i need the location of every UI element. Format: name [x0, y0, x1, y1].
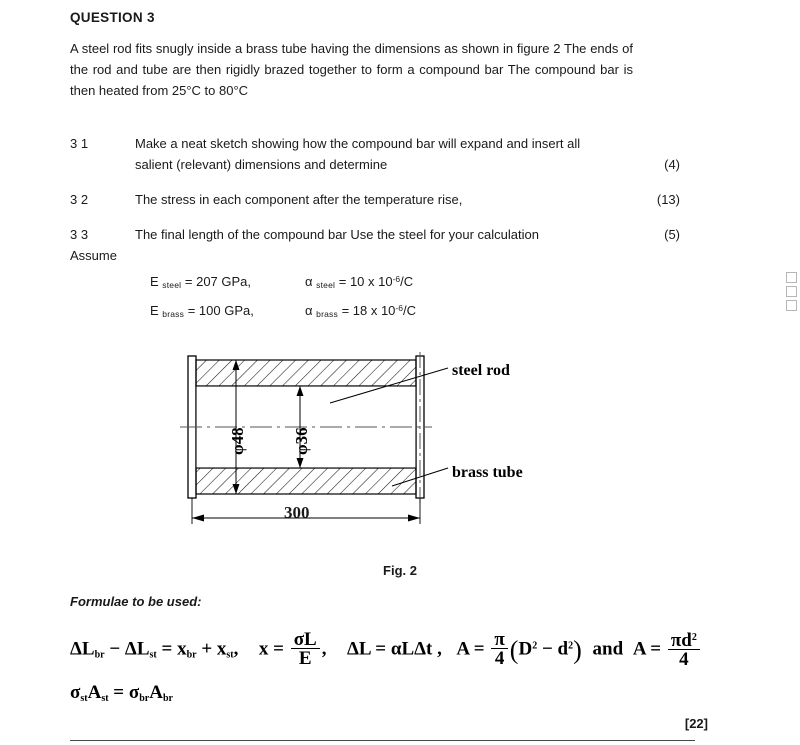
formulae-heading: Formulae to be used:: [70, 594, 202, 609]
item-marks: (13): [656, 192, 680, 207]
fraction-numerator: $\pi d^2$: [670, 630, 697, 651]
brass-tube-wall-bottom: [196, 468, 416, 494]
footer-divider: [70, 740, 695, 741]
question-intro: A steel rod fits snugly inside a brass tube having the dimensions as shown in figure 2 The ends of the rod and tube are then rigidly brazed together to form a compound bar The compound bar is then heated from 25°C to 80°C: [70, 41, 633, 98]
question-parts-list: [70, 133, 680, 259]
dimension-label-length: 300: [284, 503, 310, 522]
arrowhead-length-left: [192, 515, 204, 522]
page-title: QUESTION 3: [70, 10, 155, 25]
assume-label: Assume: [70, 248, 117, 263]
margin-scan-marks: [786, 272, 797, 314]
list-item: [70, 224, 680, 245]
list-item: [70, 133, 680, 175]
figure-caption: Fig. 2: [383, 563, 417, 578]
margin-mark-square: [786, 286, 797, 297]
total-marks-badge: [22]: [684, 716, 708, 731]
margin-mark-square: [786, 272, 797, 283]
dimension-label-outer-diameter: φ48: [228, 427, 247, 455]
brass-tube-wall-top: [196, 360, 416, 386]
item-text: The final length of the compound bar Use the steel for your calculation: [135, 227, 539, 242]
arrowhead-length-right: [408, 515, 420, 522]
fraction-pi-over-four: $\frac{\pi}{4}$: [491, 631, 507, 668]
fraction-pi-d-squared-over-four: $\frac{\pi d^2}{4}$: [668, 629, 700, 669]
alpha-steel: α $_{steel}$ = 10 x $10^{-6}/C$: [305, 274, 414, 290]
item-number: 3 2: [70, 192, 89, 207]
item-number: 3 3: [70, 227, 89, 242]
fraction-sigma-l-over-e: $\frac{\sigma L}{E}$: [291, 631, 320, 668]
youngs-modulus-brass: E $_{brass}$ = 100 GPa,: [150, 303, 254, 319]
item-marks: (4): [664, 157, 680, 172]
figure-label-brass-tube: brass tube: [452, 464, 523, 481]
figure-label-steel-rod: steel rod: [452, 362, 510, 379]
formula-line-1: $\Delta L_{br} - \Delta L_{st} = x_{br} + x_{st}$, x = $\frac{\sigma L}{E}$ , ΔL = αLΔt , A = $\frac{\pi}{4}$ $(D^2 - d^2)$ and A = $\frac{\pi d^2}{4}$: [70, 630, 702, 670]
dimension-label-inner-diameter: φ36: [292, 427, 311, 455]
item-number: 3 1: [70, 136, 89, 151]
alpha-brass: α $_{brass}$ = 18 x $10^{-6}/C$: [305, 303, 416, 319]
item-marks: (5): [664, 227, 680, 242]
margin-mark-square: [786, 300, 797, 311]
item-text: The stress in each component after the temperature rise,: [135, 192, 463, 207]
item-text: Make a neat sketch showing how the compound bar will expand and insert all salient (relevant) dimensions and determine: [135, 136, 581, 172]
youngs-modulus-steel: E $_{steel}$ = 207 GPa,: [150, 274, 252, 290]
list-item: [70, 189, 680, 210]
formula-line-2: $\sigma_{st}A_{st} = \sigma_{br}A_{br}$: [70, 682, 173, 704]
